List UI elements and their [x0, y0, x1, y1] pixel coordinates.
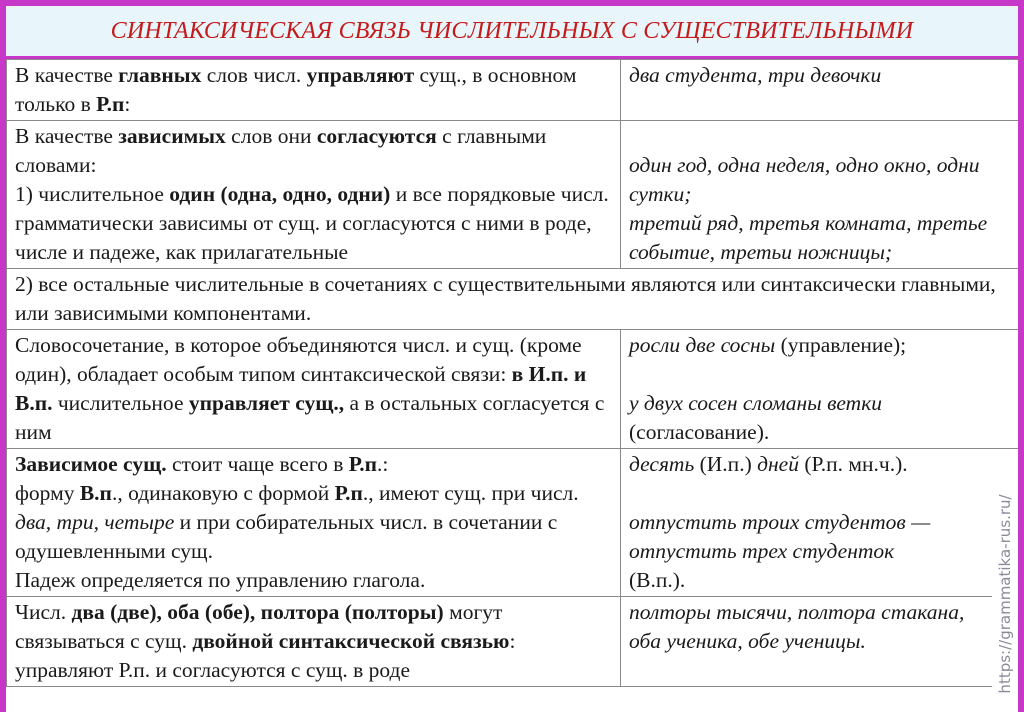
text-segment: Р.п	[334, 481, 363, 505]
text-segment: два (две), оба (обе), полтора (полторы)	[71, 600, 444, 624]
spacer	[629, 360, 1012, 389]
rule-cell	[7, 121, 621, 269]
text-segment: отпустить троих студентов — отпустить трех студенток	[629, 510, 931, 563]
text-segment: и все порядковые числ. грамматически зависимы от сущ. и согласуются с ними в роде, числе и падеже, как прилагательные	[15, 182, 609, 264]
text-segment: (Р.п. мн.ч.).	[798, 452, 908, 476]
text-segment: а в остальных согласуется с ним	[15, 391, 605, 444]
text-segment: ., одинаковую с формой	[111, 481, 335, 505]
text-segment: ., имеют сущ. при числ.	[362, 481, 579, 505]
text-segment: и при собирательных числ. в сочетании с одушевленными сущ.	[15, 510, 558, 563]
example-cell	[621, 597, 1019, 687]
table-row	[7, 121, 1019, 269]
text-segment: один (одна, одно, одни)	[169, 182, 391, 206]
table-row	[7, 597, 1019, 687]
text-segment: зависимых	[118, 124, 226, 148]
text-segment: :	[124, 92, 131, 116]
text-segment: десять	[629, 452, 695, 476]
rule-cell	[7, 330, 621, 449]
table-row	[7, 60, 1019, 121]
text-segment: один год, одна неделя, одно окно, одни сутки;	[629, 153, 980, 206]
table-row	[7, 330, 1019, 449]
syntax-table	[6, 59, 1018, 687]
table-row	[7, 269, 1019, 330]
text-segment: В.п	[79, 481, 112, 505]
text-segment: оба ученика, обе ученицы.	[629, 629, 866, 653]
text-segment: (И.п.)	[694, 452, 758, 476]
text-segment: стоит чаще всего в	[166, 452, 349, 476]
text-segment: Р.п	[96, 92, 125, 116]
page-frame	[6, 6, 1018, 712]
text-segment: 1) числительное	[15, 182, 170, 206]
example-cell	[621, 60, 1019, 121]
text-segment: Словосочетание, в которое объединяются числ. и сущ. (кроме один), обладает особым типом синтаксической связи:	[15, 333, 582, 386]
text-segment: два студента, три девочки	[629, 63, 882, 87]
text-segment: согласуются	[316, 124, 437, 148]
table-row	[7, 449, 1019, 597]
text-segment: полторы тысячи, полтора стакана,	[629, 600, 965, 624]
rule-cell	[7, 597, 621, 687]
text-segment: третий ряд, третья комната, третье событие, третьи ножницы;	[629, 211, 988, 264]
text-segment: в И.п. и В.п.	[15, 362, 587, 415]
text-segment: Числ.	[15, 600, 72, 624]
example-cell	[621, 330, 1019, 449]
text-segment: у двух сосен сломаны ветки	[629, 391, 883, 415]
text-segment: два, три, четыре	[15, 510, 175, 534]
spacer	[629, 479, 1012, 508]
rule-cell	[7, 449, 621, 597]
text-segment: Зависимое сущ.	[15, 452, 167, 476]
text-segment: сущ., в основном только в	[15, 63, 577, 116]
text-segment: .:	[377, 452, 389, 476]
text-segment: числительное	[52, 391, 189, 415]
text-segment: : управляют Р.п. и согласуются с сущ. в роде	[15, 629, 516, 682]
rule-cell	[7, 60, 621, 121]
watermark	[992, 476, 1018, 712]
text-segment: слов числ.	[201, 63, 307, 87]
text-segment: (согласование).	[629, 420, 770, 444]
text-segment: росли две сосны	[629, 333, 776, 357]
text-segment: В качестве	[15, 63, 119, 87]
text-segment: управляют	[306, 63, 415, 87]
text-segment: (управление);	[775, 333, 907, 357]
rule-cell-full	[7, 269, 1019, 330]
text-segment: 2) все остальные числительные в сочетаниях с существительными являются или синтаксически главными, или зависимыми компонентами.	[15, 272, 996, 325]
text-segment: В качестве	[15, 124, 119, 148]
text-segment: двойной синтаксической связью	[192, 629, 510, 653]
text-segment: (В.п.).	[629, 568, 686, 592]
text-segment: с главными словами:	[15, 124, 547, 177]
text-segment: Падеж определяется по управлению глагола.	[15, 568, 426, 592]
page-title: СИНТАКСИЧЕСКАЯ СВЯЗЬ ЧИСЛИТЕЛЬНЫХ С СУЩЕСТВИТЕЛЬНЫМИ	[6, 6, 1018, 59]
example-cell	[621, 449, 1019, 597]
text-segment: управляет сущ.,	[188, 391, 345, 415]
text-segment: Р.п	[348, 452, 378, 476]
text-segment: форму	[15, 481, 80, 505]
text-segment: дней	[757, 452, 799, 476]
spacer	[629, 122, 1012, 151]
text-segment: главных	[118, 63, 202, 87]
text-segment: слов они	[225, 124, 317, 148]
text-segment: могут связываться с сущ.	[15, 600, 503, 653]
example-cell	[621, 121, 1019, 269]
watermark-url: https://grammatika-rus.ru/	[996, 494, 1014, 694]
